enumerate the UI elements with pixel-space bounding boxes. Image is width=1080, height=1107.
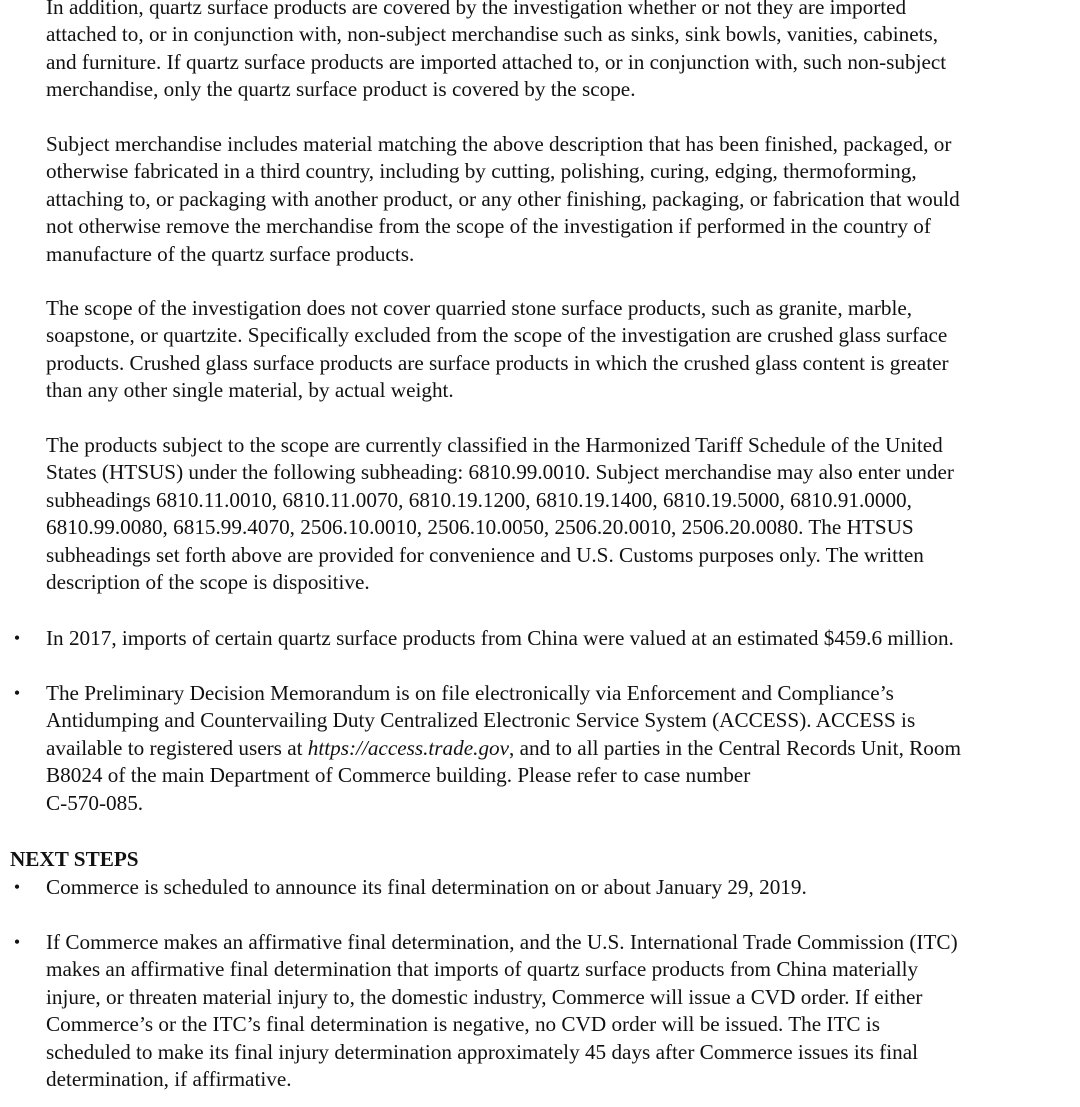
text-line: manufacture of the quartz surface products. bbox=[46, 241, 415, 266]
text-line: The products subject to the scope are currently classified in the Harmonized Tariff Schedule of the United bbox=[46, 433, 943, 457]
text-line: attaching to, or packaging with another product, or any other finishing, packaging, or fabrication that would bbox=[46, 186, 960, 211]
text-line: attached to, or in conjunction with, non-subject merchandise such as sinks, sink bowls, vanities, cabinets, bbox=[46, 22, 939, 47]
text-line: otherwise fabricated in a third country, including by cutting, polishing, curing, edging, thermoforming, bbox=[46, 159, 917, 184]
access-url-link[interactable]: https://access.trade.gov bbox=[307, 735, 510, 760]
text-line: subheadings 6810.11.0010, 6810.11.0070, 6810.19.1200, 6810.19.1400, 6810.19.5000, 6810.91.0000, bbox=[46, 487, 912, 512]
scope-paragraph-exclusions bbox=[46, 295, 1076, 405]
case-number: C-570-085. bbox=[46, 790, 144, 815]
bullet-text bbox=[46, 874, 1076, 901]
text-line: B8024 of the main Department of Commerce building. Please refer to case number bbox=[46, 763, 751, 788]
text-line: The Preliminary Decision Memorandum is on file electronically via Enforcement and Compliance’s bbox=[46, 681, 894, 705]
bullet-text bbox=[46, 625, 1076, 652]
text-line: determination, if affirmative. bbox=[46, 1066, 292, 1091]
text-line: States (HTSUS) under the following subheading: 6810.99.0010. Subject merchandise may also enter under bbox=[46, 460, 954, 485]
scope-paragraph-attached-merchandise bbox=[46, 0, 1076, 104]
scope-paragraph-htsus bbox=[46, 432, 1076, 596]
text-line: and furniture. If quartz surface products are imported attached to, or in conjunction with, such non-subject bbox=[46, 49, 947, 74]
text-line: Commerce’s or the ITC’s final determination is negative, no CVD order will be issued. The ITC is bbox=[46, 1012, 880, 1037]
text-line: subheadings set forth above are provided for convenience and U.S. Customs purposes only. The written bbox=[46, 542, 924, 567]
bullet-glyph: • bbox=[13, 683, 21, 703]
text-line: Commerce is scheduled to announce its final determination on or about January 29, 2019. bbox=[46, 875, 807, 899]
text-line: In addition, quartz surface products are covered by the investigation whether or not they are imported bbox=[46, 0, 907, 19]
bullet-text bbox=[46, 929, 1076, 1093]
text-line: Subject merchandise includes material matching the above description that has been finished, packaged, or bbox=[46, 132, 952, 156]
text-line: not otherwise remove the merchandise from the scope of the investigation if performed in the country of bbox=[46, 214, 931, 239]
text-line: Antidumping and Countervailing Duty Centralized Electronic Service System (ACCESS). ACCESS is bbox=[46, 708, 916, 733]
text-line: 6810.99.0080, 6815.99.4070, 2506.10.0010, 2506.10.0050, 2506.20.0010, 2506.20.0080. The HTSUS bbox=[46, 515, 914, 540]
text-line: The scope of the investigation does not cover quarried stone surface products, such as granite, marble, bbox=[46, 296, 913, 320]
text-line: makes an affirmative final determination that imports of quartz surface products from China materially bbox=[46, 957, 919, 982]
text-line: injure, or threaten material injury to, the domestic industry, Commerce will issue a CVD order. If either bbox=[46, 984, 923, 1009]
text-fragment: available to registered users at bbox=[46, 735, 308, 760]
text-line: products. Crushed glass surface products are surface products in which the crushed glass content is greater bbox=[46, 350, 949, 375]
bullet-glyph: • bbox=[13, 877, 21, 897]
text-fragment: , and to all parties in the Central Records Unit, Room bbox=[509, 735, 961, 760]
bullet-glyph: • bbox=[13, 628, 21, 648]
text-line: In 2017, imports of certain quartz surface products from China were valued at an estimated $459.6 million. bbox=[46, 626, 954, 650]
text-line: scheduled to make its final injury determination approximately 45 days after Commerce issues its final bbox=[46, 1039, 918, 1064]
text-line: merchandise, only the quartz surface product is covered by the scope. bbox=[46, 77, 636, 102]
text-line bbox=[46, 735, 1076, 762]
scope-paragraph-third-country bbox=[46, 131, 1076, 268]
bullet-glyph: • bbox=[13, 932, 21, 952]
text-line: than any other single material, by actual weight. bbox=[46, 378, 454, 403]
bullet-text bbox=[46, 680, 1076, 817]
text-line: description of the scope is dispositive. bbox=[46, 569, 370, 594]
text-line: soapstone, or quartzite. Specifically excluded from the scope of the investigation are crushed glass surface bbox=[46, 323, 948, 348]
text-line: If Commerce makes an affirmative final determination, and the U.S. International Trade Commission (ITC) bbox=[46, 930, 958, 954]
next-steps-heading: NEXT STEPS bbox=[10, 847, 139, 871]
